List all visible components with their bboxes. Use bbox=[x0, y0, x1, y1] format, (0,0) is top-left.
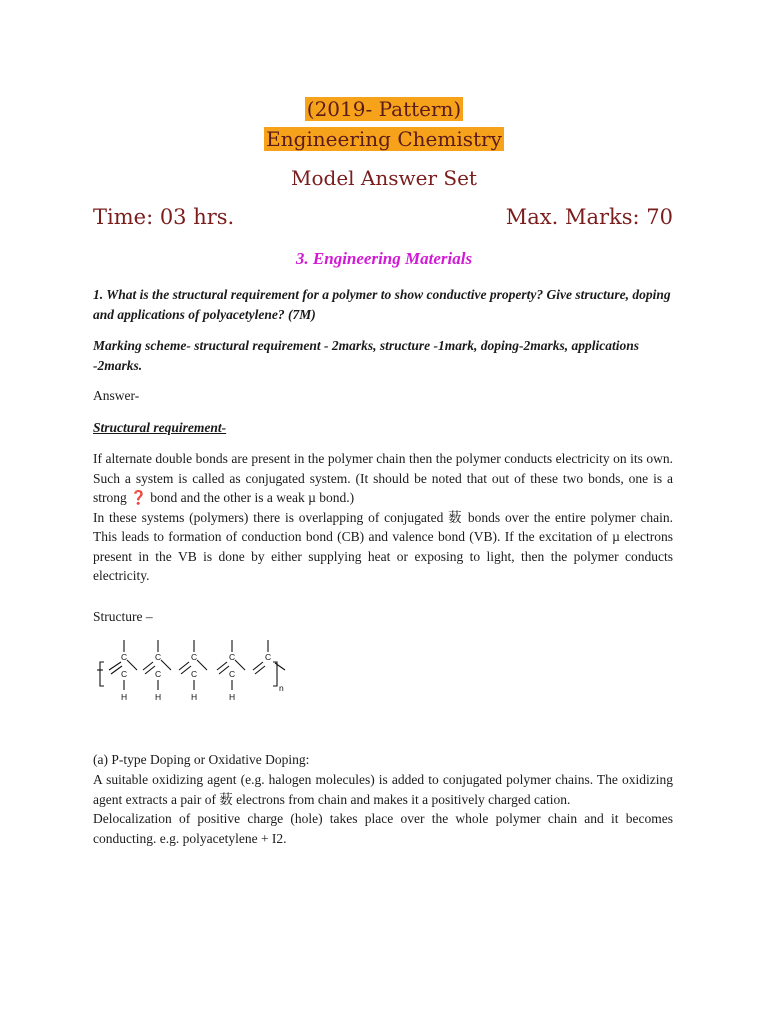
repeat-subscript: n bbox=[279, 683, 284, 693]
pattern-line bbox=[0, 96, 768, 122]
structural-body bbox=[93, 449, 673, 586]
structural-paragraph-1: If alternate double bonds are present in the polymer chain then the polymer conducts electricity on its own. Such a system is called as conjugated system. (It should be noted that out of these two bonds, one is a strong ❓ bond and the other is a weak µ bond.) bbox=[93, 451, 673, 505]
hydrogen-atoms bbox=[121, 692, 235, 702]
atom-c: C bbox=[191, 652, 198, 662]
atom-h: H bbox=[229, 692, 236, 702]
atom-c: C bbox=[155, 669, 162, 679]
atom-c: C bbox=[229, 652, 236, 662]
question-text: 1. What is the structural requirement for a polymer to show conductive property? Give structure, doping and applications of polyacetylene? (7M) bbox=[93, 287, 671, 322]
marking-scheme: Marking scheme- structural requirement - 2marks, structure -1mark, doping-2marks, applications -2marks. bbox=[93, 338, 640, 373]
set-title: Model Answer Set bbox=[291, 166, 477, 190]
atom-c: C bbox=[121, 669, 128, 679]
atom-h: H bbox=[121, 692, 128, 702]
doping-paragraph-1: A suitable oxidizing agent (e.g. halogen molecules) is added to conjugated polymer chains. The oxidizing agent extracts a pair of 薮 electrons from chain and makes it a positively charged cation. bbox=[93, 772, 673, 807]
structure-label: Structure – bbox=[93, 609, 153, 624]
doping-paragraph-2: Delocalization of positive charge (hole) takes place over the whole polymer chain and it becomes conducting. e.g. polyacetylene + I2. bbox=[93, 811, 673, 846]
subject-title: Engineering Chemistry bbox=[266, 127, 502, 151]
polyacetylene-structure-diagram bbox=[95, 632, 295, 708]
structural-heading: Structural requirement- bbox=[93, 420, 227, 435]
atom-c: C bbox=[155, 652, 162, 662]
atom-c: C bbox=[191, 669, 198, 679]
atom-h: H bbox=[191, 692, 198, 702]
pattern-title: (2019- Pattern) bbox=[306, 97, 462, 121]
carbon-atoms bbox=[121, 652, 271, 679]
atom-c: C bbox=[265, 652, 272, 662]
atom-c: C bbox=[121, 652, 128, 662]
atom-c: C bbox=[229, 669, 236, 679]
answer-label: Answer- bbox=[93, 388, 140, 403]
max-marks-label: Max. Marks: 70 bbox=[505, 205, 673, 229]
subject-line bbox=[0, 126, 768, 152]
atom-h: H bbox=[155, 692, 162, 702]
section-title: 3. Engineering Materials bbox=[295, 249, 473, 268]
time-label: Time: 03 hrs. bbox=[93, 205, 235, 229]
doping-heading: (a) P-type Doping or Oxidative Doping: bbox=[93, 752, 310, 767]
bond-lines bbox=[97, 640, 285, 690]
doping-body bbox=[93, 770, 673, 848]
structural-paragraph-2: In these systems (polymers) there is overlapping of conjugated 薮 bonds over the entire polymer chain. This leads to formation of conduction bond (CB) and valence bond (VB). If the excitation of µ electrons present in the VB is done by either supplying heat or exposing to light, then the polymer conducts electricity. bbox=[93, 509, 673, 583]
